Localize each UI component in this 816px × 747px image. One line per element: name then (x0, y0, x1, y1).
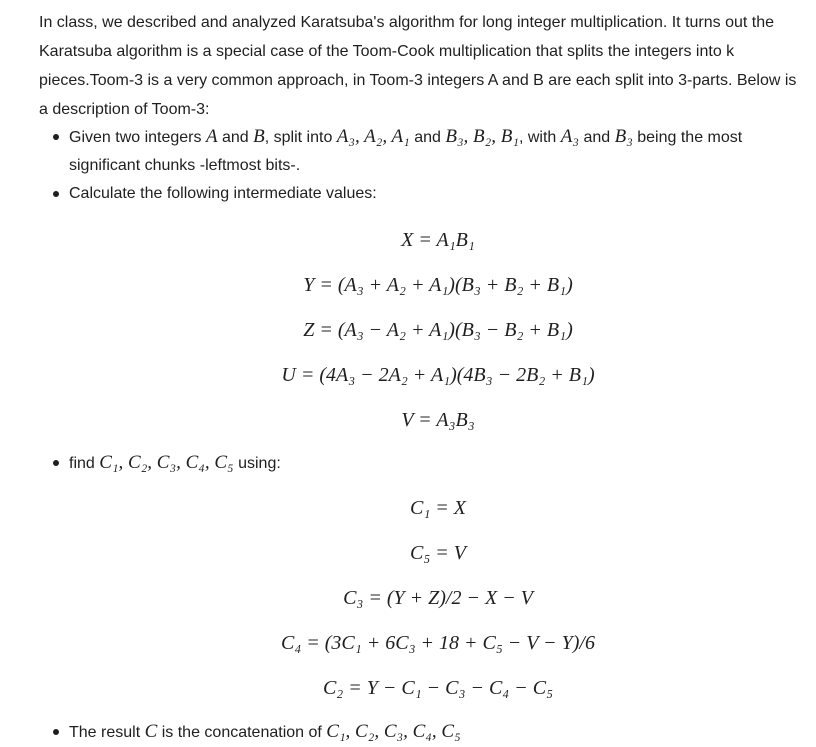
text-span: , split into (264, 129, 337, 146)
bullet-text (69, 449, 799, 478)
bullet-dot (53, 460, 59, 466)
text-span: being the most significant chunks -leftmost bits-. (69, 129, 743, 174)
math-c-list: C₁, C₂, C₃, C₄, C₅ (99, 452, 234, 473)
equation-u: U = (4A₃ − 2A₂ + A₁)(4B₃ − 2B₂ + B₁) (281, 364, 595, 386)
text-span: and (409, 129, 446, 146)
math-b-parts: B₃, B₂, B₁ (445, 126, 519, 147)
equation-c1: C₁ = X (409, 497, 466, 519)
math-c: C (144, 721, 158, 742)
equation-x: X = A₁B₁ (401, 229, 475, 251)
intro-paragraph: In class, we described and analyzed Karatsuba's algorithm for long integer multiplication. It turns out the Karatsuba algorithm is a special case of the Toom-Cook multiplication that splits the integers into k pieces.Toom-3 is a very common approach, in Toom-3 integers A and B are each split into 3-parts. Below is a description of Toom-3: (39, 14, 797, 118)
text-span: and (217, 129, 254, 146)
equation-c4: C₄ = (3C₁ + 6C₃ + 18 + C₅ − V − Y)/6 (280, 632, 595, 654)
bullet-dot (53, 729, 59, 735)
bullet-text (69, 123, 799, 180)
bullet-dot (53, 191, 59, 197)
text-span: Given two integers (69, 129, 206, 146)
text-span: is the concatenation of (157, 724, 327, 741)
math-b: B (253, 126, 265, 147)
math-c-list: C₁, C₂, C₃, C₄, C₅ (326, 721, 461, 742)
equation-c2: C₂ = Y − C₁ − C₃ − C₄ − C₅ (322, 677, 554, 699)
text-span: The result (69, 724, 145, 741)
text-span: using: (233, 455, 281, 472)
math-b3: B₃ (614, 126, 633, 147)
equation-c3: C₃ = (Y + Z)/2 − X − V (343, 587, 533, 609)
equation-v: V = A₃B₃ (401, 409, 475, 431)
equation-c5: C₅ = V (409, 542, 466, 564)
text-span: find (69, 455, 100, 472)
bullet-text (69, 718, 799, 747)
bullet-dot (53, 134, 59, 140)
math-a-parts: A₃, A₂, A₁ (336, 126, 410, 147)
equation-z: Z = (A₃ − A₂ + A₁)(B₃ − B₂ + B₁) (303, 319, 573, 341)
bullet-text: Calculate the following intermediate values: (69, 185, 377, 202)
text-span: , with (518, 129, 561, 146)
math-a3: A₃ (560, 126, 579, 147)
equation-y: Y = (A₃ + A₂ + A₁)(B₃ + B₂ + B₁) (303, 274, 573, 296)
math-a: A (205, 126, 218, 147)
text-span: and (579, 129, 615, 146)
